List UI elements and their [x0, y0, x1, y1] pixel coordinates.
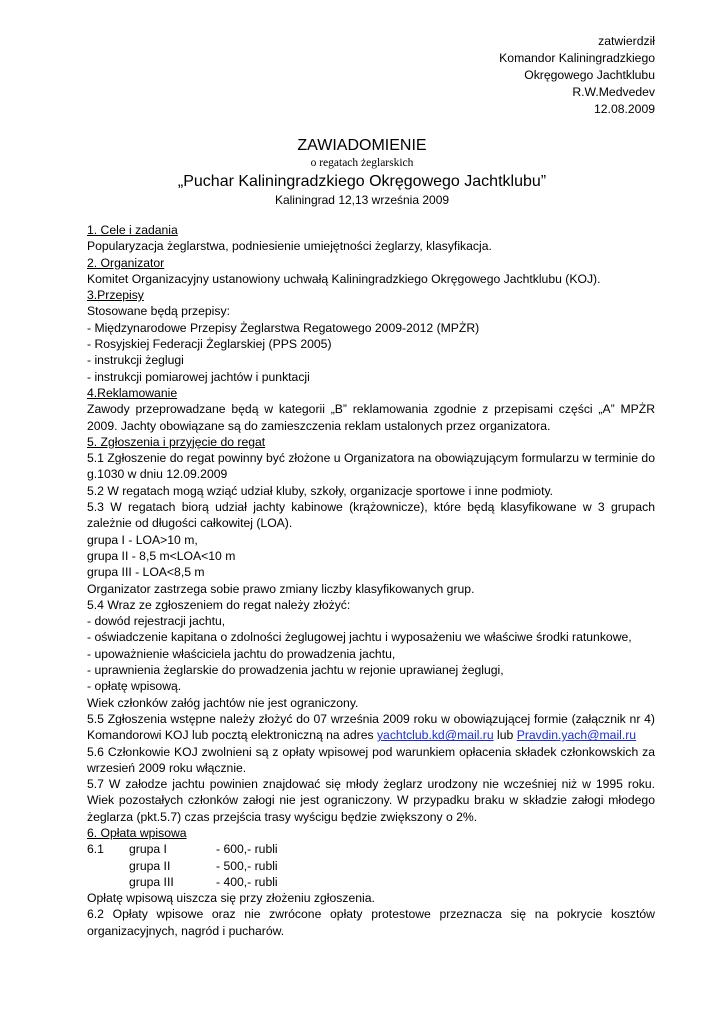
approval-line: Komandor Kaliningradzkiego [499, 51, 655, 65]
list-item: - instrukcji żeglugi [87, 353, 184, 368]
or-text: lub [493, 728, 517, 743]
group-item: grupa I - LOA>10 m, [87, 532, 198, 547]
fee-row [87, 841, 655, 857]
paragraph-5-1: 5.1 Zgłoszenie do regat powinny być złożone u Organizatora na obowiązującym formularzu w terminie do g.1030 w dniu 12.09.2009 [87, 451, 655, 482]
section-heading: 4.Reklamowanie [87, 385, 178, 400]
paragraph-6-2: 6.2 Opłaty wpisowe oraz nie zwrócone opłaty protestowe przeznacza się na pokrycie kosztów organizacyjnych, nagród i pucharów. [87, 907, 655, 938]
group-item: grupa III - LOA<8,5 m [87, 565, 205, 580]
paragraph-5-5-text: 5.5 Zgłoszenia wstępne należy złożyć do 07 września 2009 roku w obowiązującej formie (załącznik nr 4) Komandorowi KOJ lub pocztą elektroniczną na adres [87, 711, 655, 743]
email-link-yachtclub[interactable]: yachtclub.kd@mail.ru [376, 728, 494, 743]
document-body [87, 222, 655, 939]
email-link-pravdin[interactable]: Pravdin.yach@mail.ru [516, 728, 637, 743]
approval-line: Okręgowego Jachtklubu [524, 68, 655, 82]
fee-amount: - 400,- rubli [216, 874, 278, 889]
regatta-name: „Puchar Kaliningradzkiego Okręgowego Jachtklubu” [177, 173, 547, 190]
section-text: Opłatę wpisową uiszcza się przy złożeniu zgłoszenia. [87, 891, 375, 906]
section-text: Popularyzacja żeglarstwa, podniesienie umiejętności żeglarzy, klasyfikacja. [87, 239, 492, 254]
paragraph-5-6: 5.6 Członkowie KOJ zwolnieni są z opłaty wpisowej pod warunkiem opłacenia składek członkowskich za wrzesień 2009 roku włącznie. [87, 744, 655, 775]
approval-line: zatwierdził [598, 34, 655, 48]
section-heading: 5. Zgłoszenia i przyjęcie do regat [87, 434, 266, 449]
fee-amount: - 600,- rubli [216, 842, 278, 857]
fee-group: grupa III [129, 874, 174, 889]
approval-date: 12.08.2009 [594, 102, 655, 116]
list-item: - upoważnienie właściciela jachtu do prowadzenia jachtu, [87, 646, 396, 661]
fee-row [87, 874, 655, 890]
section-text: Organizator zastrzega sobie prawo zmiany liczby klasyfikowanych grup. [87, 581, 475, 596]
approval-block [499, 33, 655, 118]
fee-row [87, 858, 655, 874]
list-item: - Rosyjskiej Federacji Żeglarskiej (PPS 2005) [87, 337, 332, 352]
fee-amount: - 500,- rubli [216, 858, 278, 873]
document-subtitle: o regatach żeglarskich [310, 157, 414, 169]
section-heading: 3.Przepisy [87, 288, 144, 303]
section-heading: 1. Cele i zadania [87, 223, 178, 237]
fee-group: grupa II [129, 858, 171, 873]
list-item: - instrukcji pomiarowej jachtów i punktacji [87, 369, 310, 384]
group-item: grupa II - 8,5 m<LOA<10 m [87, 548, 236, 563]
fee-group: grupa I [129, 842, 167, 857]
list-item: - oświadczenie kapitana o zdolności żeglugowej jachtu i wyposażeniu we właściwe środki ratunkowe, [87, 630, 632, 645]
section-text: Komitet Organizacyjny ustanowiony uchwałą Kaliningradzkiego Okręgowego Jachtklubu (KOJ). [87, 271, 601, 286]
paragraph-5-7: 5.7 W załodze jachtu powinien znajdować się młody żeglarz urodzony nie wcześniej niż w 1995 roku. Wiek pozostałych członków załogi nie jest ograniczony. W przypadku braku w składzie załogi młodego żeglarza (pkt.5.7) czas przejścia trasy wyścigu będzie zwiększony o 2%. [87, 777, 655, 824]
paragraph-5-4: 5.4 Wraz ze zgłoszeniem do regat należy złożyć: [87, 597, 351, 612]
section-heading: 6. Opłata wpisowa [87, 825, 187, 840]
list-item: - dowód rejestracji jachtu, [87, 614, 226, 629]
section-text: Stosowane będą przepisy: [87, 304, 230, 319]
list-item: - Międzynarodowe Przepisy Żeglarstwa Regatowego 2009-2012 (MPŻR) [87, 320, 480, 335]
place-date: Kaliningrad 12,13 września 2009 [274, 193, 450, 207]
section-text: Wiek członków załóg jachtów nie jest ograniczony. [87, 695, 359, 710]
document-title: ZAWIADOMIENIE [297, 137, 427, 154]
list-item: - uprawnienia żeglarskie do prowadzenia jachtu w rejonie uprawianej żeglugi, [87, 663, 504, 678]
fee-number: 6.1 [87, 842, 104, 857]
list-item: - opłatę wpisową. [87, 679, 182, 694]
paragraph-5-3: 5.3 W regatach biorą udział jachty kabinowe (krążownicze), które będą klasyfikowane w 3 grupach zależnie od długości całkowitej (LOA). [87, 500, 655, 531]
paragraph-5-2: 5.2 W regatach mogą wziąć udział kluby, szkoły, organizacje sportowe i inne podmioty. [87, 483, 554, 498]
paragraph-5-5 [87, 711, 655, 744]
approval-line: R.W.Medvedev [572, 85, 655, 99]
section-text: Zawody przeprowadzane będą w kategorii „B” reklamowania zgodnie z przepisami części „A” MPŻR 2009. Jachty obowiązane są do zamieszczenia reklam ustalonych przez organizatora. [87, 402, 655, 433]
title-block [0, 136, 724, 208]
section-heading: 2. Organizator [87, 255, 165, 270]
